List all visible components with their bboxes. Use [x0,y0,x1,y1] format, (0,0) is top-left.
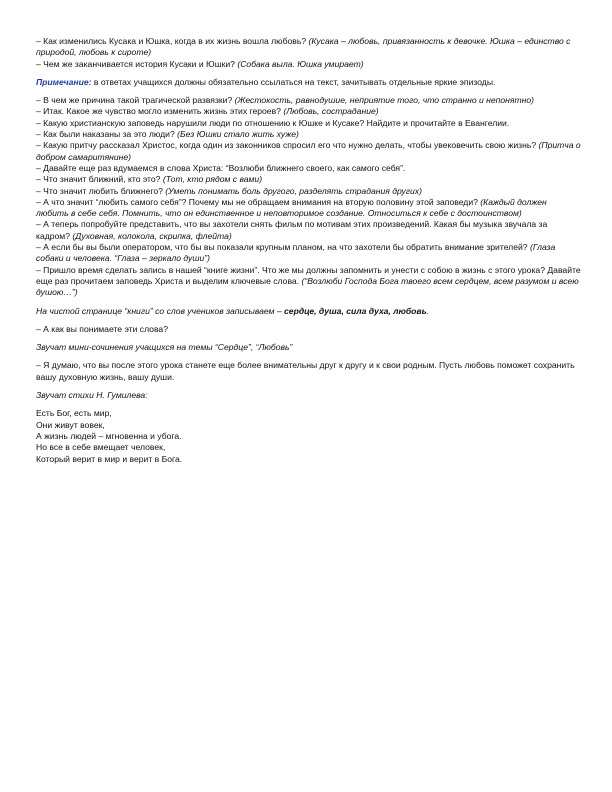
qa-item [36,219,581,242]
question-text: – А теперь попробуйте представить, что вы захотели снять фильм по мотивам этих произведений. Какая бы музыка звучала за кадром? [36,219,548,241]
mini-essays-note: Звучат мини-сочинения учащихся на темы “Сердце”, “Любовь” [36,342,293,353]
question-text: – Как были наказаны за это люди? [36,129,178,140]
teacher-note [36,77,581,88]
answer-text: (Духовная, колокола, скрипка, флейта) [72,230,232,241]
qa-item [36,265,581,299]
answer-text: (“Возлюби Господа Бога твоего всем сердцем, всем разумом и всею душою…”) [36,275,579,298]
record-instruction [36,306,581,317]
qa-item [36,197,581,220]
question-text: – Что значит любить ближнего? [36,185,166,196]
qa-item [36,163,581,174]
answer-text: (Кусака – любовь, привязанность к девочке. Юшка – единство с природой, любовь к сироте) [36,36,571,58]
poem-line: Они живут вовек, [36,419,105,430]
answer-text: (Каждый должен любить в себе себя. Помнить, что он единственное и неповторимое создание. Относиться к себе с достоинством) [36,196,547,219]
question-text: – Что значит ближний, кто это? [36,174,163,185]
qa-item [36,174,581,185]
question-text: – Какую притчу рассказал Христос, когда один из законников спросил его что нужно делать, чтобы увековечить свою жизнь? [36,140,539,151]
qa-item [36,129,581,140]
note-text: в ответах учащихся должны обязательно ссылаться на текст, зачитывать отдельные яркие эпизоды. [91,76,496,87]
question-text: – В чем же причина такой трагической развязки? [36,95,235,106]
record-keywords: сердце, душа, сила духа, любовь [284,305,427,316]
poem-intro: Звучат стихи Н. Гумилева: [36,390,148,401]
poem-line: Но все в себе вмещает человек, [36,442,166,453]
question-text: – Какую христианскую заповедь нарушили люди по отношению к Юшке и Кусаке? Найдите и прочитайте в Евангелии. [36,117,510,128]
question-text: – Итак. Какое же чувство могло изменить жизнь этих героев? [36,106,284,117]
answer-text: (Уметь понимать боль другого, разделять страдания других) [165,185,422,196]
answer-text: (Без Юшки стало жить хуже) [177,129,299,140]
record-end: . [426,305,430,316]
answer-text: (Притча о добром самаритянине) [36,140,581,162]
poem [36,408,581,464]
record-lead: На чистой странице “книги” со слов учеников записываем – [36,305,285,316]
poem-line: Который верит в мир и верит в Бога. [36,453,183,464]
poem-line: А жизнь людей – мгновенна и убога. [36,430,182,441]
intro-question-2 [36,59,581,70]
question-text: – Пришло время сделать запись в нашей “книге жизни”. Что же мы должны запомнить и унести с собою в жизнь с этого урока? Давайте еще раз прочитаем заповедь Христа и выделим ключевые слова. [36,264,581,286]
qa-item [36,242,581,265]
intro-question-1 [36,36,581,59]
closing-paragraph: – Я думаю, что вы после этого урока станете еще более внимательны друг к другу и к свои родным. Пусть любовь поможет сохранить вашу духовную жизнь, вашу души. [36,360,575,382]
answer-text: (Тот, кто рядом с вами) [162,174,263,185]
note-label: Примечание: [36,76,92,87]
final-question: – А как вы понимаете эти слова? [36,323,168,334]
answer-text: (Любовь, сострадание) [283,106,379,117]
question-text: – А что значит “любить самого себя”? Почему мы не обращаем внимания на вторую половину этой заповеди? [36,196,481,207]
poem-line: Есть Бог, есть мир, [36,408,112,419]
answer-text: (Жестокость, равнодушие, неприятие того, что странно и непонятно) [234,95,535,106]
question-text: – А если бы вы были оператором, что бы вы показали крупным планом, на что захотели бы обратить внимание зрителей? [36,242,530,253]
qa-item [36,186,581,197]
qa-item [36,140,581,163]
document-page [36,36,581,465]
answer-text: (Глаза собаки и человека. “Глаза – зеркало души”) [36,242,556,264]
question-text: – Давайте еще раз вдумаемся в слова Христа: “Возлюби ближнего своего, как самого себя”. [36,162,406,173]
qa-item [36,95,581,106]
qa-item [36,118,581,129]
qa-item [36,106,581,117]
answer-text: (Собака выла. Юшка умирает) [237,58,364,69]
qa-section [36,95,581,298]
question-text: – Как изменились Кусака и Юшка, когда в их жизнь вошла любовь? [36,36,309,46]
question-text: – Чем же заканчивается история Кусаки и Юшки? [36,58,238,69]
